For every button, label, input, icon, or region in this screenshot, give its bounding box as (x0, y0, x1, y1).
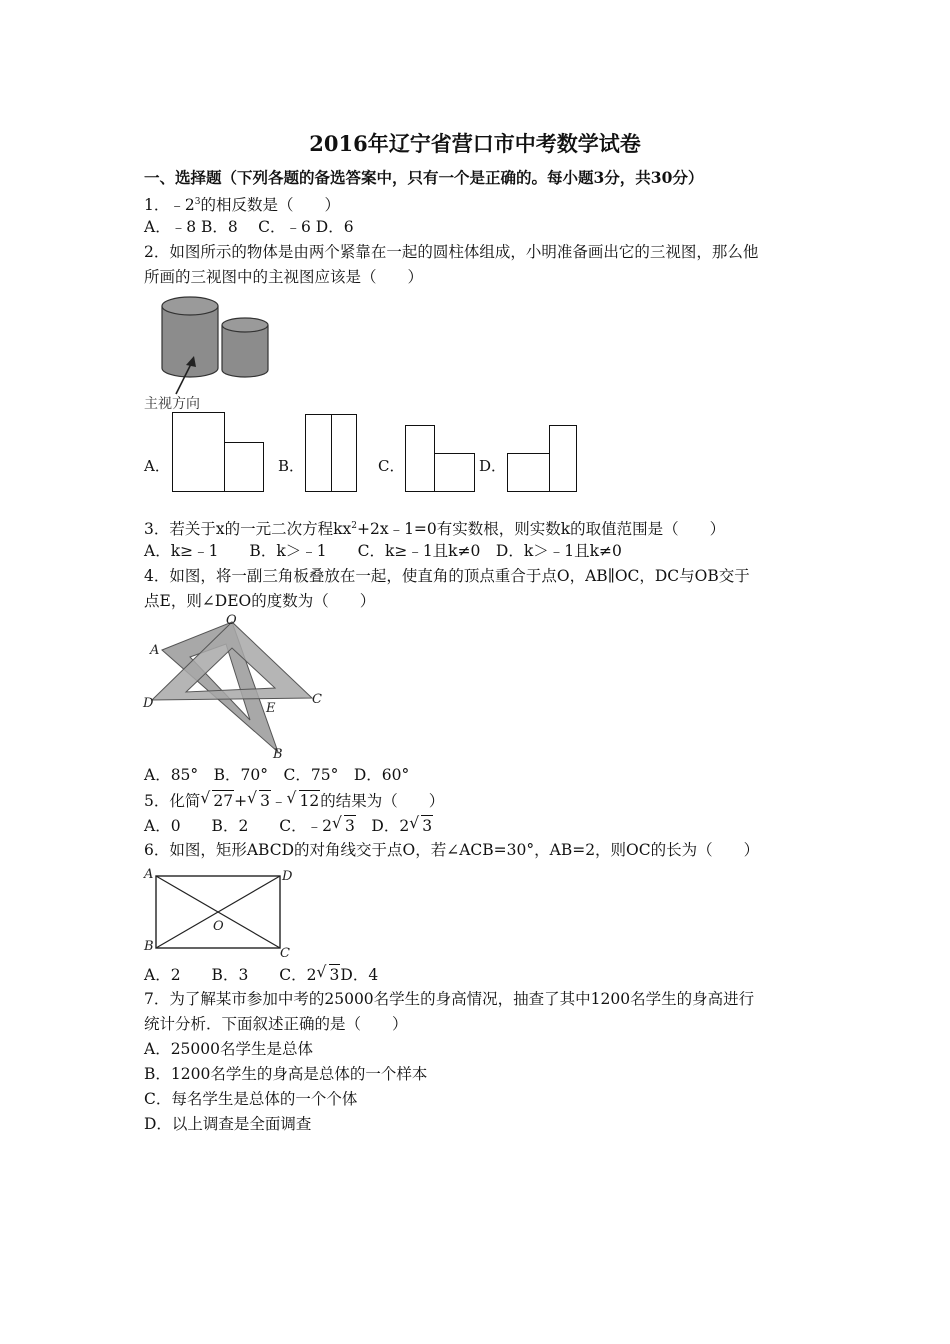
q6-stem: 6．如图，矩形ABCD的对角线交于点O，若∠ACB=30°，AB=2，则OC的长为（ ） (144, 841, 760, 859)
sqrt-12: √ 12 (299, 790, 321, 811)
q5-option-d-sqrt: √ 3 (421, 815, 433, 836)
label-b: B (273, 747, 283, 762)
q7-option-c: C．每名学生是总体的一个个体 (144, 1090, 358, 1108)
q7-option-b: B．1200名学生的身高是总体的一个样本 (144, 1065, 428, 1083)
q7-option-d: D．以上调查是全面调查 (144, 1115, 312, 1133)
q6-options-a-c: A．2 B．3 C．2 (144, 966, 317, 984)
q5-stem-b: 的结果为（ ） (320, 792, 445, 810)
q5-options (144, 815, 433, 836)
page-title: 2016年辽宁省营口市中考数学试卷 (309, 131, 641, 156)
q3-options: A．k≥﹣1 B．k＞﹣1 C．k≥﹣1且k≠0 D．k＞﹣1且k≠0 (144, 542, 622, 560)
q4-line-1: 4．如图，将一副三角板叠放在一起，使直角的顶点重合于点O，AB∥OC，DC与OB交于 (144, 567, 750, 585)
q4-line-2: 点E，则∠DEO的度数为（ ） (144, 592, 376, 610)
q5-option-c-sqrt: √ 3 (344, 815, 356, 836)
q7-line-2: 统计分析．下面叙述正确的是（ ） (144, 1015, 408, 1033)
q2-option-d-label: D． (479, 457, 507, 475)
label-a: A (144, 867, 154, 882)
plus-sign: + (234, 792, 248, 810)
q2-option-b-label: B． (278, 457, 305, 475)
q7-line-1: 7．为了解某市参加中考的25000名学生的身高情况，抽查了其中1200名学生的身高进行 (144, 990, 755, 1008)
q3-stem-b: +2x﹣1=0有实数根，则实数k的取值范围是（ ） (356, 520, 726, 539)
q2-option-b-figure (305, 414, 357, 492)
q6-options (144, 964, 378, 985)
q6-option-d: D．4 (340, 966, 379, 984)
label-o: O (213, 919, 224, 934)
q1-options: A．﹣8 B．8 C．﹣6 D．6 (144, 218, 354, 236)
section-heading: 一、选择题（下列各题的备选答案中，只有一个是正确的。每小题3分，共30分） (144, 168, 704, 187)
q7-option-a: A．25000名学生是总体 (144, 1040, 314, 1058)
q1-stem-b: 的相反数是（ ） (200, 196, 340, 215)
q1-stem-a: 1．﹣2 (144, 196, 195, 215)
q2-line-1: 2．如图所示的物体是由两个紧靠在一起的圆柱体组成，小明准备画出它的三视图，那么他 (144, 243, 759, 261)
triangles-figure (140, 612, 330, 762)
q2-line-2: 所画的三视图中的主视图应该是（ ） (144, 268, 424, 286)
q2-option-c-figure (405, 425, 475, 492)
question-3 (144, 516, 725, 539)
q3-exponent: 2 (351, 521, 357, 531)
q1-exponent: 3 (194, 197, 201, 207)
q5-stem-a: 5．化简 (144, 792, 201, 810)
q4-options: A．85° B．70° C．75° D．60° (144, 766, 410, 784)
q2-option-d-figure (507, 425, 577, 492)
label-o: O (226, 613, 237, 628)
question-1 (144, 192, 340, 215)
sqrt-3: √ 3 (259, 790, 271, 811)
label-a: A (150, 643, 160, 658)
view-direction-caption: 主视方向 (144, 396, 200, 412)
q2-option-a-figure (172, 412, 264, 492)
label-e: E (266, 701, 276, 716)
q2-option-a-label: A． (144, 457, 170, 475)
label-b: B (144, 939, 154, 954)
rectangle-figure (140, 862, 300, 962)
q5-option-d: D．2 (355, 817, 410, 835)
label-d: D (282, 869, 293, 884)
q3-stem-a: 3．若关于x的一元二次方程kx (144, 520, 352, 539)
sqrt-27: √ 27 (212, 790, 234, 811)
q2-option-c-label: C． (378, 457, 405, 475)
label-c: C (280, 946, 290, 961)
minus-sign: ﹣ (270, 792, 287, 810)
label-c: C (312, 692, 322, 707)
q5-options-a-c: A．0 B．2 C．﹣2 (144, 817, 333, 835)
question-5 (144, 790, 444, 811)
q6-option-c-sqrt: √ 3 (329, 964, 341, 985)
label-d: D (143, 696, 154, 711)
